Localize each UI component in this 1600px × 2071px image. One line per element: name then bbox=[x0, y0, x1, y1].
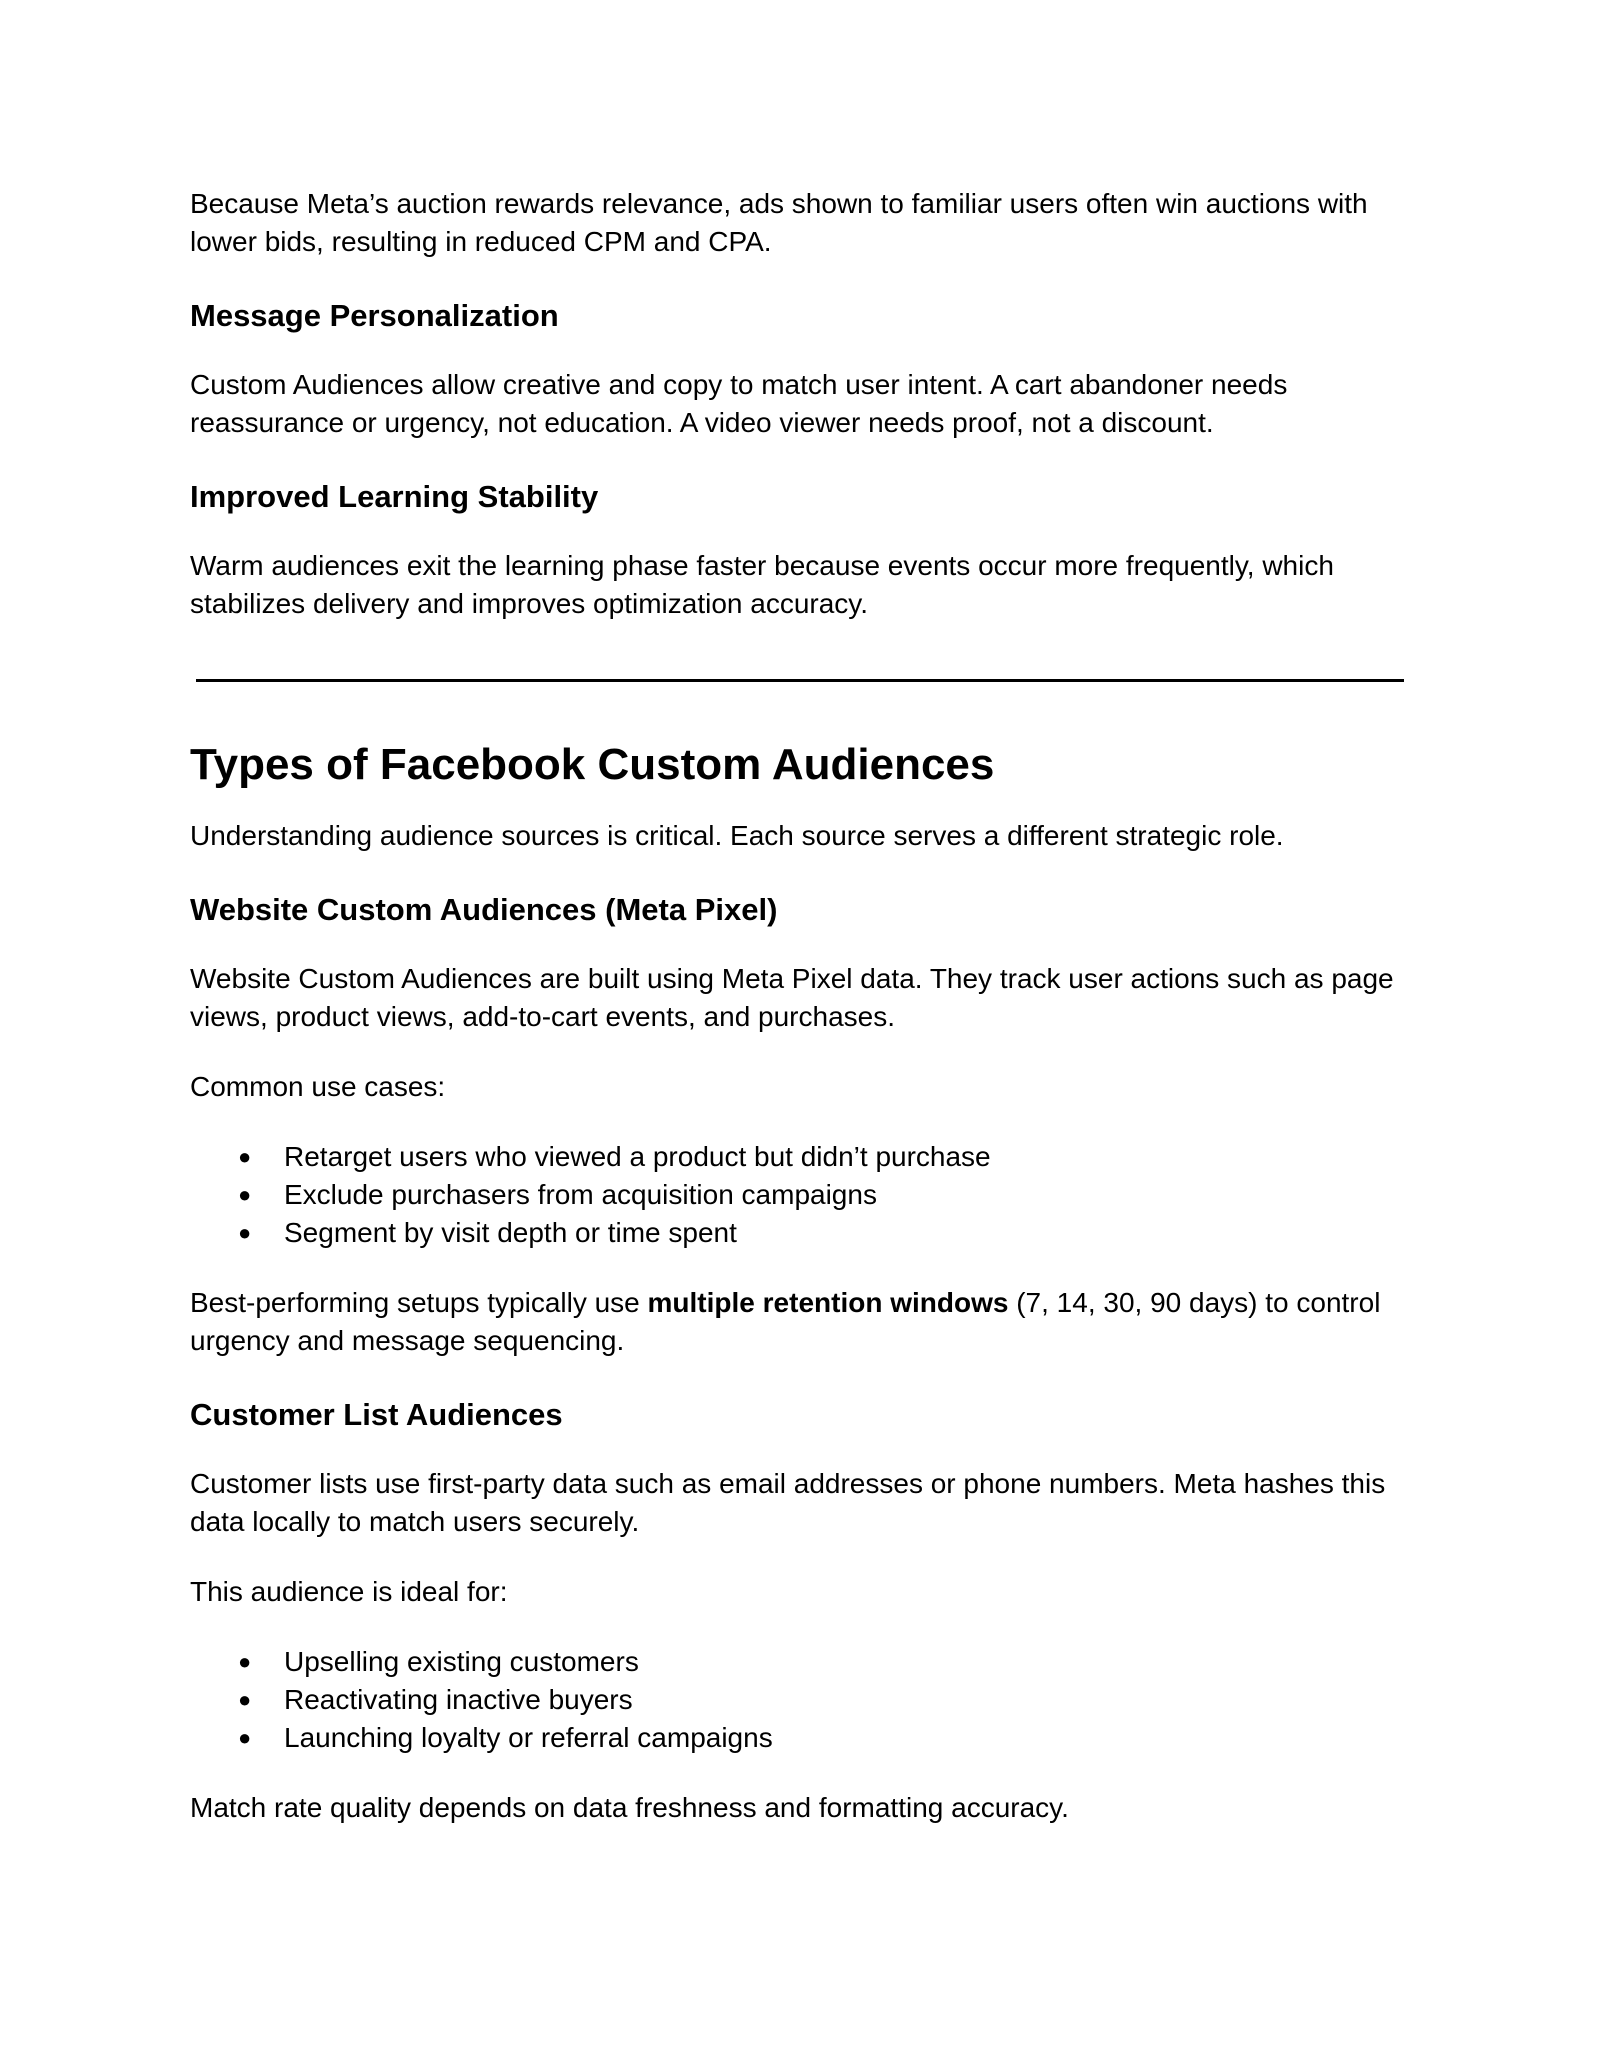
customer-list-body: Customer lists use first-party data such as email addresses or phone numbers. Meta hashes this data locally to match users securely. bbox=[190, 1468, 1386, 1537]
website-closing-paragraph bbox=[190, 1284, 1430, 1360]
website-use-cases-list bbox=[190, 1138, 1430, 1252]
bullet-icon: ● bbox=[238, 1649, 252, 1674]
website-audiences-heading: Website Custom Audiences (Meta Pixel) bbox=[190, 892, 778, 927]
list-item bbox=[190, 1681, 1430, 1719]
document-page bbox=[190, 185, 1430, 1827]
bullet-icon: ● bbox=[238, 1687, 252, 1712]
website-list-intro: Common use cases: bbox=[190, 1071, 446, 1102]
intro-paragraph: Because Meta’s auction rewards relevance, ads shown to familiar users often win auctions with lower bids, resulting in reduced CPM and CPA. bbox=[190, 188, 1368, 257]
bullet-icon: ● bbox=[238, 1182, 252, 1207]
customer-list-use-cases bbox=[190, 1643, 1430, 1757]
list-item bbox=[190, 1643, 1430, 1681]
closing-text-emphasis: multiple retention windows bbox=[647, 1287, 1009, 1318]
list-item bbox=[190, 1176, 1430, 1214]
list-item-text: Reactivating inactive buyers bbox=[284, 1684, 633, 1715]
list-item-text: Exclude purchasers from acquisition campaigns bbox=[284, 1179, 877, 1210]
list-item bbox=[190, 1138, 1430, 1176]
list-item bbox=[190, 1214, 1430, 1252]
list-item bbox=[190, 1719, 1430, 1757]
list-item-text: Launching loyalty or referral campaigns bbox=[284, 1722, 773, 1753]
website-audiences-body: Website Custom Audiences are built using Meta Pixel data. They track user actions such as page views, product views, add-to-cart events, and purchases. bbox=[190, 963, 1394, 1032]
main-heading: Types of Facebook Custom Audiences bbox=[190, 740, 995, 789]
bullet-icon: ● bbox=[238, 1144, 252, 1169]
list-item-text: Retarget users who viewed a product but didn’t purchase bbox=[284, 1141, 991, 1172]
section-heading-message-personalization: Message Personalization bbox=[190, 298, 559, 333]
section-body-message-personalization: Custom Audiences allow creative and copy to match user intent. A cart abandoner needs reassurance or urgency, not education. A video viewer needs proof, not a discount. bbox=[190, 369, 1288, 438]
closing-text-start: Best-performing setups typically use bbox=[190, 1287, 648, 1318]
main-intro-paragraph: Understanding audience sources is critical. Each source serves a different strategic role. bbox=[190, 820, 1284, 851]
section-body-learning-stability: Warm audiences exit the learning phase faster because events occur more frequently, which stabilizes delivery and improves optimization accuracy. bbox=[190, 550, 1334, 619]
section-heading-learning-stability: Improved Learning Stability bbox=[190, 479, 599, 514]
customer-list-intro: This audience is ideal for: bbox=[190, 1576, 508, 1607]
customer-list-heading: Customer List Audiences bbox=[190, 1397, 563, 1432]
bullet-icon: ● bbox=[238, 1220, 252, 1245]
list-item-text: Segment by visit depth or time spent bbox=[284, 1217, 737, 1248]
closing-text-end: (7, 14, 30, 90 days) to control urgency and message sequencing. bbox=[190, 1287, 1381, 1356]
customer-list-closing: Match rate quality depends on data freshness and formatting accuracy. bbox=[190, 1792, 1069, 1823]
bullet-icon: ● bbox=[238, 1725, 252, 1750]
list-item-text: Upselling existing customers bbox=[284, 1646, 639, 1677]
